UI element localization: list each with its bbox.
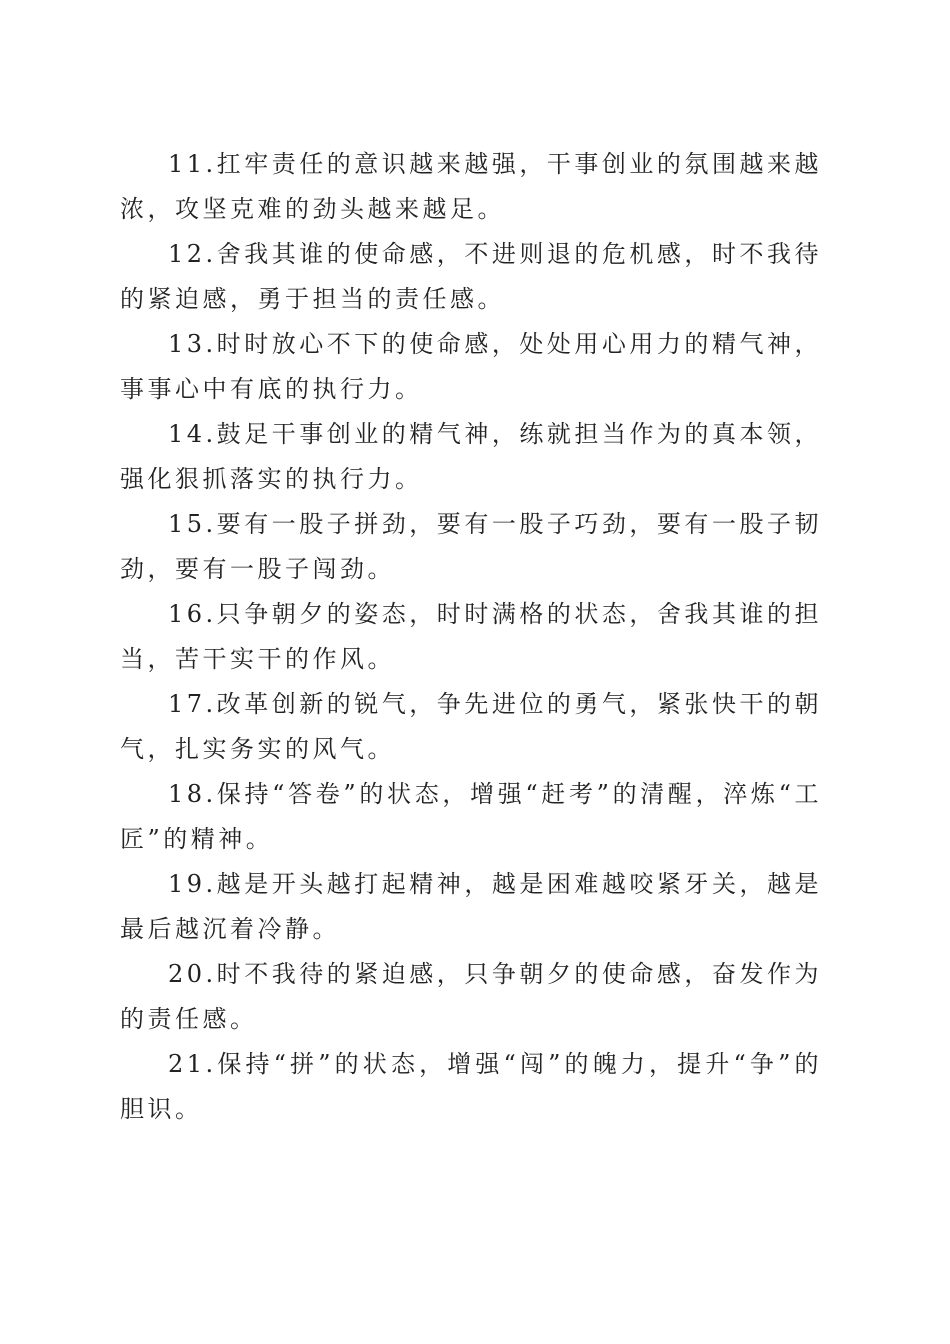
paragraph-20: 20.时不我待的紧迫感，只争朝夕的使命感，奋发作为的责任感。 [120, 960, 822, 1033]
paragraph-14: 14.鼓足干事创业的精气神，练就担当作为的真本领，强化狠抓落实的执行力。 [120, 420, 822, 493]
paragraph-17: 17.改革创新的锐气，争先进位的勇气，紧张快干的朝气，扎实务实的风气。 [120, 690, 822, 763]
document-body [120, 142, 822, 1132]
paragraph-19: 19.越是开头越打起精神，越是困难越咬紧牙关，越是最后越沉着冷静。 [120, 870, 822, 943]
paragraph-16: 16.只争朝夕的姿态，时时满格的状态，舍我其谁的担当，苦干实干的作风。 [120, 600, 822, 673]
paragraph-12: 12.舍我其谁的使命感，不进则退的危机感，时不我待的紧迫感，勇于担当的责任感。 [120, 240, 822, 313]
paragraph-18: 18.保持“答卷”的状态，增强“赶考”的清醒，淬炼“工匠”的精神。 [120, 780, 822, 853]
paragraph-21: 21.保持“拼”的状态，增强“闯”的魄力，提升“争”的胆识。 [120, 1050, 822, 1123]
paragraph-13: 13.时时放心不下的使命感，处处用心用力的精气神，事事心中有底的执行力。 [120, 330, 822, 403]
paragraph-15: 15.要有一股子拼劲，要有一股子巧劲，要有一股子韧劲，要有一股子闯劲。 [120, 510, 822, 583]
paragraph-11: 11.扛牢责任的意识越来越强，干事创业的氛围越来越浓，攻坚克难的劲头越来越足。 [120, 150, 822, 223]
